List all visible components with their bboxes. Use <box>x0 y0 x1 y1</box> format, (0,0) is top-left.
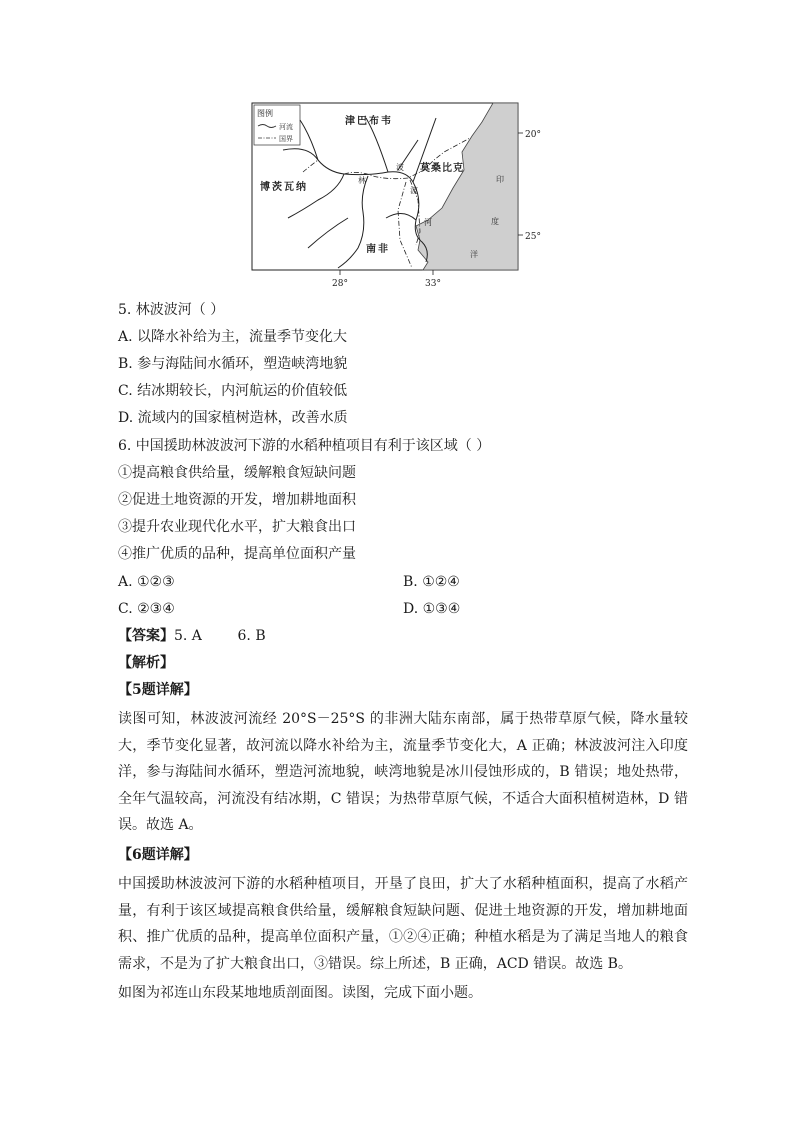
limpopo-river-map <box>248 100 541 290</box>
next-question-intro: 如图为祁连山东段某地地质剖面图。读图，完成下面小题。 <box>118 985 482 1001</box>
detail-6-paragraph: 中国援助林波波河下游的水稻种植项目，开垦了良田，扩大了水稻种植面积，提高了水稻产量，有利于该区域提高粮食供给量，缓解粮食短缺问题、促进土地资源的开发，增加耕地面积、推广优质的品种，提高单位面积产量，①②④正确；种植水稻是为了满足当地人的粮食需求，不是为了扩大粮食出口，③错误。综上所述，B 正确，ACD 错误。故选 B。 <box>118 876 688 972</box>
lat-label-20: 20° <box>525 130 541 140</box>
question-5-stem: 5. 林波波河（ ） <box>118 302 225 318</box>
legend-title: 图例 <box>257 109 273 118</box>
answer-label: 【答案】 <box>118 628 174 644</box>
detail-5-text <box>118 706 688 839</box>
detail-5-label: 【5题详解】 <box>118 682 198 698</box>
lon-label-28: 28° <box>332 279 348 289</box>
answer-value: 5. A 6. B <box>174 628 266 644</box>
ocean-label-char-3: 洋 <box>470 250 478 259</box>
river-label-char-3: 波 <box>410 186 418 195</box>
question-6-statement-4: ④推广优质的品种，提高单位面积产量 <box>118 546 356 562</box>
question-6-statement-1: ①提高粮食供给量，缓解粮食短缺问题 <box>118 465 356 481</box>
question-5-option-a: A. 以降水补给为主，流量季节变化大 <box>118 329 348 345</box>
ocean-label-char-1: 印 <box>496 175 504 184</box>
detail-6-label: 【6题详解】 <box>118 847 198 863</box>
question-6-option-d: D. ①③④ <box>403 601 461 617</box>
ocean-label-char-2: 度 <box>491 217 499 226</box>
question-6-option-a: A. ①②③ <box>118 574 175 590</box>
question-6-stem: 6. 中国援助林波波河下游的水稻种植项目有利于该区域（ ） <box>118 438 491 454</box>
country-label-botswana: 博茨瓦纳 <box>260 182 308 193</box>
analysis-label: 【解析】 <box>118 655 174 671</box>
country-label-zimbabwe: 津巴布韦 <box>345 116 393 127</box>
question-6-option-b: B. ①②④ <box>403 574 460 590</box>
lat-label-25: 25° <box>525 232 541 242</box>
question-5-option-b: B. 参与海陆间水循环，塑造峡湾地貌 <box>118 356 348 372</box>
river-label-char-2: 波 <box>396 163 404 172</box>
detail-6-text <box>118 871 688 977</box>
country-label-mozambique: 莫桑比克 <box>420 163 464 174</box>
river-label-char-4: 河 <box>424 218 432 227</box>
map-legend <box>254 105 300 145</box>
answer-line <box>118 626 266 646</box>
question-6-statement-3: ③提升农业现代化水平，扩大粮食出口 <box>118 519 356 535</box>
question-6-option-c: C. ②③④ <box>118 601 175 617</box>
question-5-option-c: C. 结冰期较长，内河航运的价值较低 <box>118 383 348 399</box>
country-label-south-africa: 南非 <box>366 244 390 255</box>
legend-border-label: 国界 <box>279 135 293 143</box>
question-6-statement-2: ②促进土地资源的开发，增加耕地面积 <box>118 492 356 508</box>
legend-river-label: 河流 <box>279 123 293 131</box>
question-5-option-d: D. 流域内的国家植树造林，改善水质 <box>118 410 348 426</box>
detail-5-paragraph: 读图可知，林波波河流经 20°S－25°S 的非洲大陆东南部，属于热带草原气候，降水量较大，季节变化显著，故河流以降水补给为主，流量季节变化大，A 正确；林波波河注入印度洋，参与海陆间水循环，塑造河流地貌，峡湾地貌是冰川侵蚀形成的，B 错误；地处热带，全年气温较高，河流没有结冰期，C 错误；为热带草原气候，不适合大面积植树造林，D 错误。故选 A。 <box>118 711 688 833</box>
lon-label-33: 33° <box>425 279 441 289</box>
river-label-char-1: 林 <box>358 176 366 185</box>
